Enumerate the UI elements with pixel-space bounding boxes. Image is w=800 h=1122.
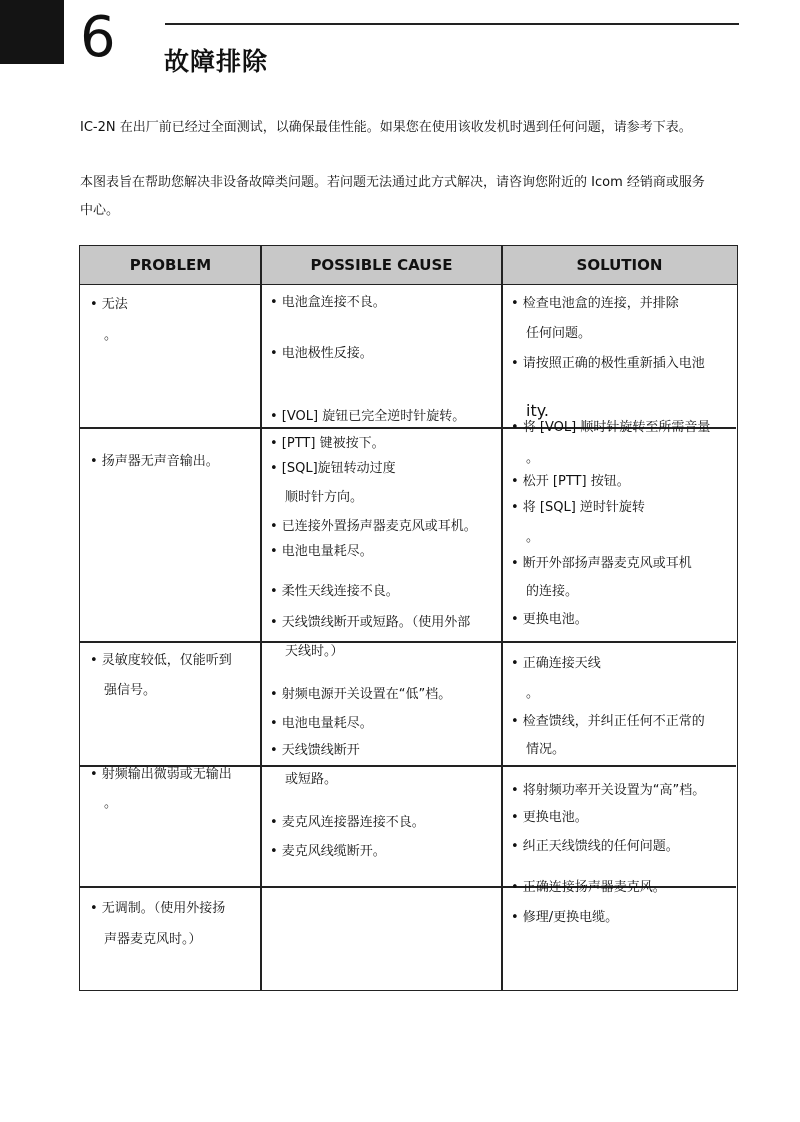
cause-text: • 电池盒连接不良。 [270,295,386,310]
solution-text: • 检查电池盒的连接，并排除 [511,296,679,311]
solution-text: 的连接。 [526,584,579,599]
cause-text: 顺时针方向。 [285,490,364,505]
problem-text: • 灵敏度较低，仅能听到 [90,653,232,668]
solution-text: • 断开外部扬声器麦克风或耳机 [511,556,692,571]
intro-paragraph: IC-2N 在出厂前已经过全面测试，以确保最佳性能。如果您在使用该收发机时遇到任何问题，请参考下表。 [80,120,692,135]
solution-text: • 检查馈线，并纠正任何不正常的 [511,714,705,729]
cause-text: • 麦克风线缆断开。 [270,844,386,859]
cause-text: • 天线馈线断开或短路。（使用外部 [270,615,471,630]
solution-text: • 将射频功率开关设置为“高”档。 [511,783,706,798]
problem-text: • 无法 [90,297,128,312]
column-divider [501,246,503,990]
header-problem: PROBLEM [80,246,261,285]
cause-text: • 柔性天线连接不良。 [270,584,399,599]
solution-text: 。 [526,686,540,701]
row-divider [80,641,736,643]
solution-text: • 修理/更换电缆。 [511,910,619,925]
problem-text: 。 [104,328,118,343]
cause-text: • 麦克风连接器连接不良。 [270,815,425,830]
cause-text: • [SQL]旋钮转动过度 [270,461,396,476]
problem-text: 强信号。 [104,683,157,698]
header-possible-cause: POSSIBLE CAUSE [261,246,502,285]
problem-text: • 无调制。（使用外接扬 [90,901,226,916]
cause-text: • [PTT] 键被按下。 [270,436,385,451]
cause-text: • [VOL] 旋钮已完全逆时针旋转。 [270,409,466,424]
solution-text: • 更换电池。 [511,810,588,825]
solution-text: ity. [526,401,549,420]
problem-text: • 射频输出微弱或无输出 [90,767,232,782]
solution-text: • 将 [VOL] 顺时针旋转至所需音量 [511,420,711,435]
cause-text: • 电池电量耗尽。 [270,716,373,731]
note-line-1: 本图表旨在帮助您解决非设备故障类问题。若问题无法通过此方式解决，请咨询您附近的 Icom 经销商或服务 [80,175,705,190]
column-divider [260,246,262,990]
problem-text: 。 [104,796,118,811]
header-rule [165,23,739,25]
problem-text: • 扬声器无声音输出。 [90,454,219,469]
solution-text: • 正确连接天线 [511,656,601,671]
solution-text: • 更换电池。 [511,612,588,627]
cause-text: 或短路。 [285,772,338,787]
note-paragraph [80,169,740,225]
solution-text: • 纠正天线馈线的任何问题。 [511,839,679,854]
solution-text: 。 [526,451,540,466]
cause-text: • 天线馈线断开 [270,743,360,758]
header-solution: SOLUTION [502,246,737,285]
problem-text: 声器麦克风时。） [104,932,202,947]
solution-text: • 将 [SQL] 逆时针旋转 [511,500,645,515]
solution-text: 任何问题。 [526,326,592,341]
solution-text: • 松开 [PTT] 按钮。 [511,474,630,489]
solution-text: • 正确连接扬声器麦克风。 [511,880,666,895]
solution-text: 。 [526,530,540,545]
solution-text: 情况。 [526,742,566,757]
chapter-tab-marker [0,0,64,64]
chapter-number: 6 [80,5,116,70]
cause-text: • 电池电量耗尽。 [270,544,373,559]
cause-text: • 电池极性反接。 [270,346,373,361]
troubleshooting-table [79,245,738,991]
solution-text: • 请按照正确的极性重新插入电池 [511,356,705,371]
cause-text: 天线时。） [285,644,344,659]
cause-text: • 射频电源开关设置在“低”档。 [270,687,452,702]
cause-text: • 已连接外置扬声器麦克风或耳机。 [270,519,477,534]
note-line-2: 中心。 [80,203,120,218]
chapter-title: 故障排除 [164,47,269,76]
